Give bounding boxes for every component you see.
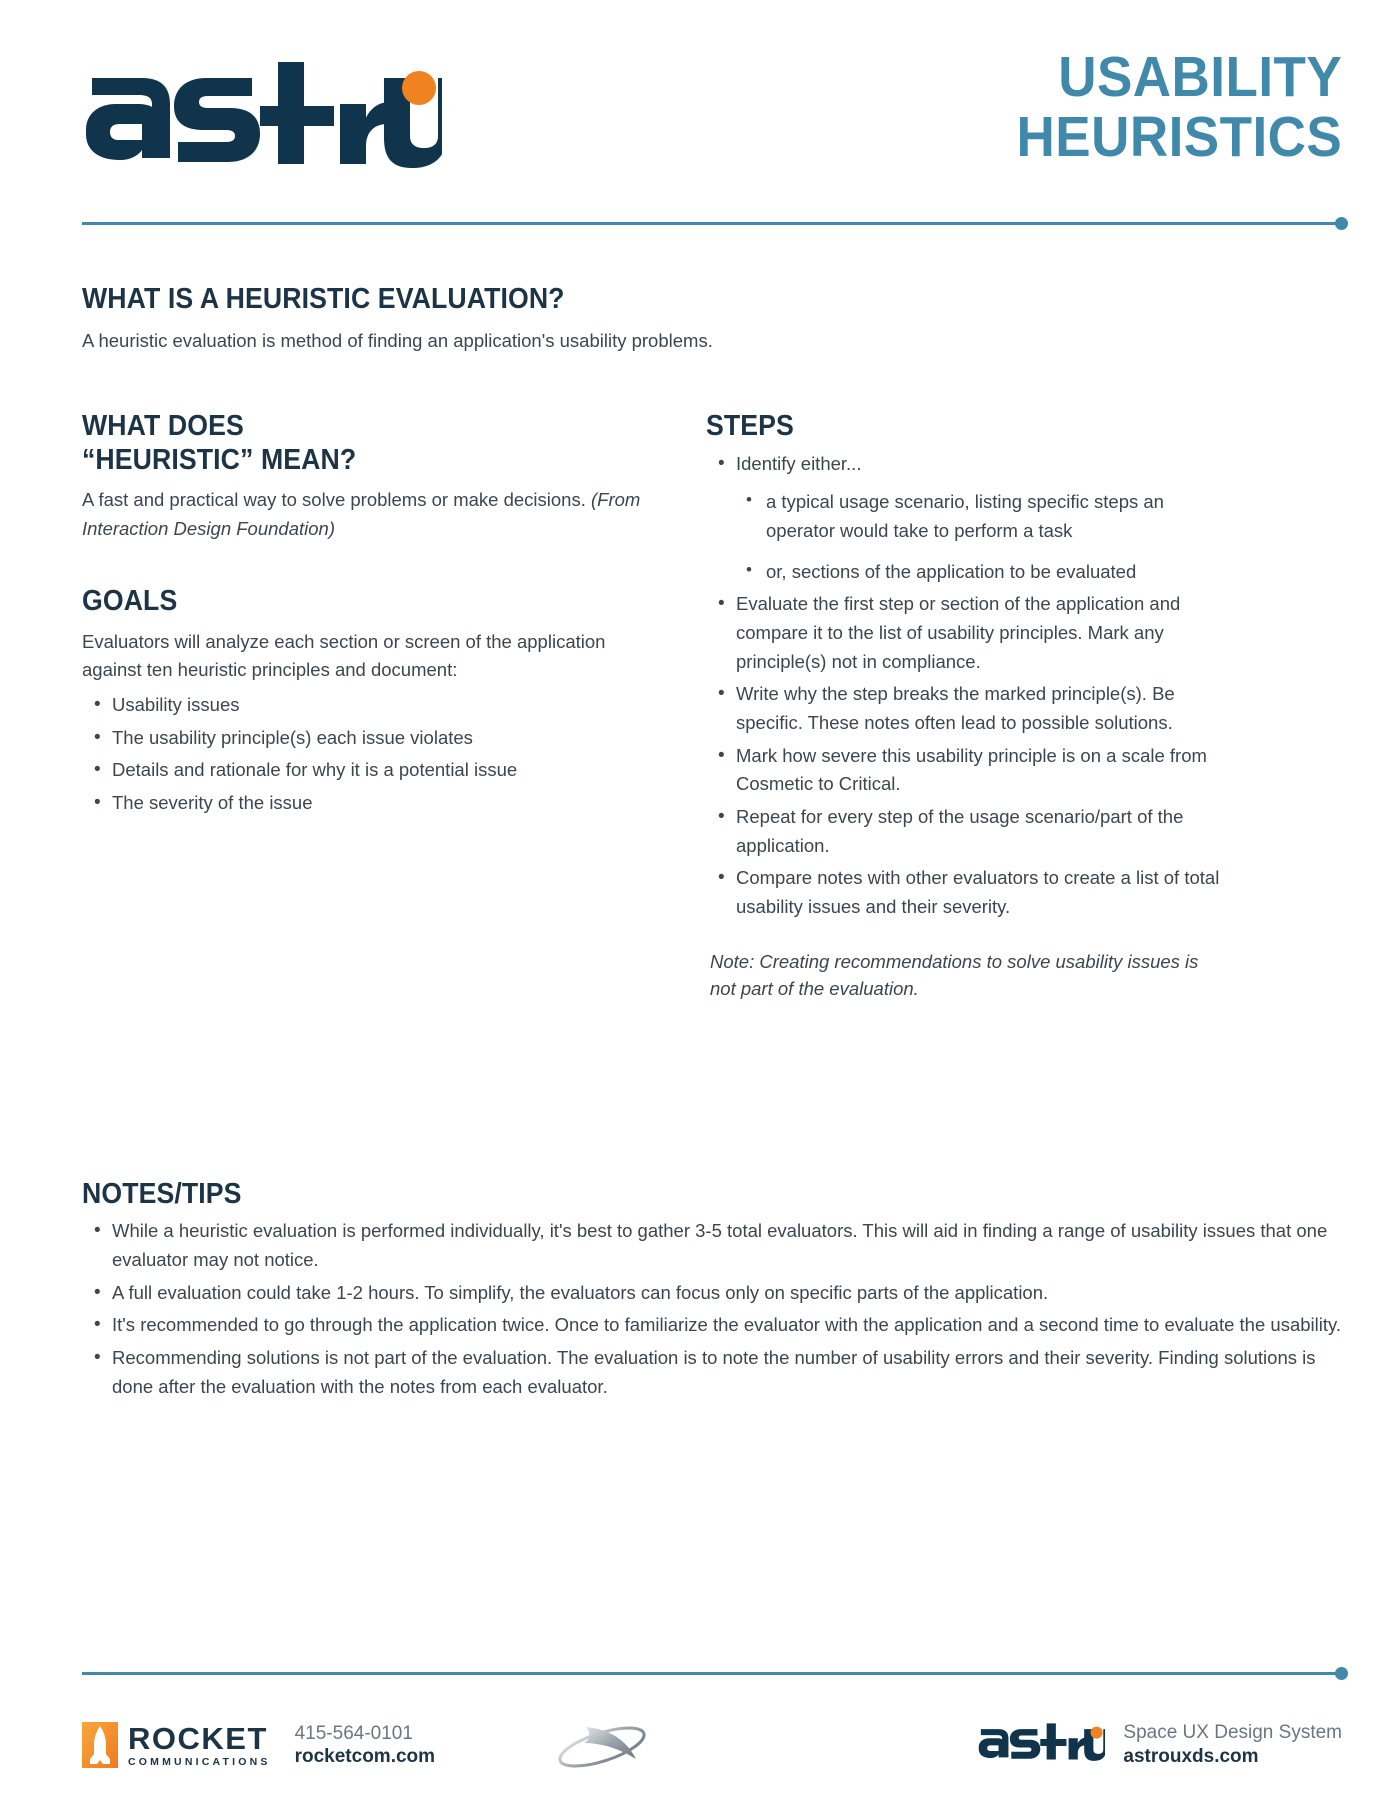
intro-heading: WHAT IS A HEURISTIC EVALUATION? (82, 283, 565, 315)
notes-tips-heading: NOTES/TIPS (82, 1178, 242, 1211)
astro-wordmark-text (1123, 1721, 1342, 1769)
list-item: • or, sections of the application to be evaluated (736, 558, 1226, 587)
rocket-subtitle: COMMUNICATIONS (128, 1755, 271, 1768)
header-divider-dot (1335, 217, 1348, 230)
two-column-body (82, 410, 1342, 1003)
heuristic-meaning-citation: (From Interaction Design Foundation) (82, 488, 641, 539)
astro-logo (82, 58, 442, 188)
list-item: • a typical usage scenario, listing specific steps an operator would take to perform a task (736, 488, 1226, 545)
steps-note: Note: Creating recommendations to solve usability issues is not part of the evaluation. (710, 950, 1199, 1000)
list-item: • Usability issues (82, 691, 642, 720)
heuristic-meaning-heading-line1: WHAT DOES (82, 410, 244, 443)
footer-contact (295, 1722, 435, 1768)
left-column (82, 410, 642, 1003)
goals-section (82, 585, 642, 817)
list-item: • It's recommended to go through the application twice. Once to familiarize the evaluator with the application and a second time to evaluate the usability. (82, 1311, 1342, 1340)
astro-url[interactable]: astrouxds.com (1123, 1746, 1259, 1767)
intro-text: A heuristic evaluation is method of finding an application's usability problems. (82, 330, 713, 352)
header-divider (82, 222, 1342, 225)
steps-sublist (736, 488, 1226, 586)
notes-tips-list (82, 1217, 1342, 1401)
step-text: Identify either... (736, 452, 862, 474)
list-item: • Compare notes with other evaluators to create a list of total usability issues and their severity. (706, 864, 1226, 921)
goals-list (82, 691, 642, 818)
list-item: • Recommending solutions is not part of the evaluation. The evaluation is to note the number of usability errors and their severity. Finding solutions is done after the evaluation with the notes from each evaluator. (82, 1344, 1342, 1401)
rocket-icon (82, 1722, 118, 1768)
page-header (0, 0, 1400, 200)
heuristic-meaning-text (82, 486, 642, 543)
astro-tagline: Space UX Design System (1123, 1722, 1342, 1744)
goals-heading: GOALS (82, 585, 178, 618)
list-item: • Details and rationale for why it is a potential issue (82, 756, 642, 785)
list-item: • A full evaluation could take 1-2 hours. To simplify, the evaluators can focus only on specific parts of the application. (82, 1279, 1342, 1308)
steps-heading: STEPS (706, 410, 794, 443)
footer-phone: 415-564-0101 (294, 1722, 413, 1744)
list-item: • Mark how severe this usability principle is on a scale from Cosmetic to Critical. (706, 742, 1226, 799)
astro-logo-small (977, 1722, 1105, 1768)
planet-ring-icon (540, 1715, 660, 1775)
right-column (706, 410, 1226, 1003)
footer-divider-line (82, 1672, 1342, 1675)
list-item: • The usability principle(s) each issue violates (82, 724, 642, 753)
intro-section (82, 283, 1342, 355)
page-content (0, 283, 1400, 1401)
heuristic-meaning-definition: A fast and practical way to solve problems or make decisions. (82, 488, 586, 510)
rocket-name: ROCKET (128, 1720, 268, 1756)
list-item: • The severity of the issue (82, 789, 642, 818)
list-item: • Evaluate the first step or section of the application and compare it to the list of usability principles. Mark any principle(s) not in compliance. (706, 590, 1226, 676)
header-divider-line (82, 222, 1342, 225)
footer-astro-block (977, 1721, 1342, 1769)
footer-divider-dot (1335, 1667, 1348, 1680)
footer-divider (82, 1672, 1342, 1675)
list-item: • Repeat for every step of the usage scenario/part of the application. (706, 803, 1226, 860)
list-item (706, 450, 1226, 587)
page-title-line2: HEURISTICS (1016, 104, 1342, 169)
list-item: • While a heuristic evaluation is performed individually, it's best to gather 3-5 total evaluators. This will aid in finding a range of usability issues that one evaluator may not notice. (82, 1217, 1342, 1274)
rocket-wordmark (128, 1720, 271, 1768)
page-title-line1: USABILITY (1058, 45, 1342, 109)
steps-list (706, 450, 1226, 922)
page-title (1016, 40, 1342, 168)
footer-rocket-block (82, 1722, 435, 1768)
footer-rocket-url[interactable]: rocketcom.com (294, 1746, 436, 1767)
heuristic-meaning-section (82, 410, 642, 543)
goals-intro: Evaluators will analyze each section or screen of the application against ten heuristic principles and document: (82, 630, 606, 681)
heuristic-meaning-heading-line2: “HEURISTIC” MEAN? (82, 443, 357, 476)
page-footer (82, 1700, 1342, 1790)
notes-tips-section (82, 1178, 1342, 1401)
list-item: • Write why the step breaks the marked principle(s). Be specific. These notes often lead to possible solutions. (706, 680, 1226, 737)
